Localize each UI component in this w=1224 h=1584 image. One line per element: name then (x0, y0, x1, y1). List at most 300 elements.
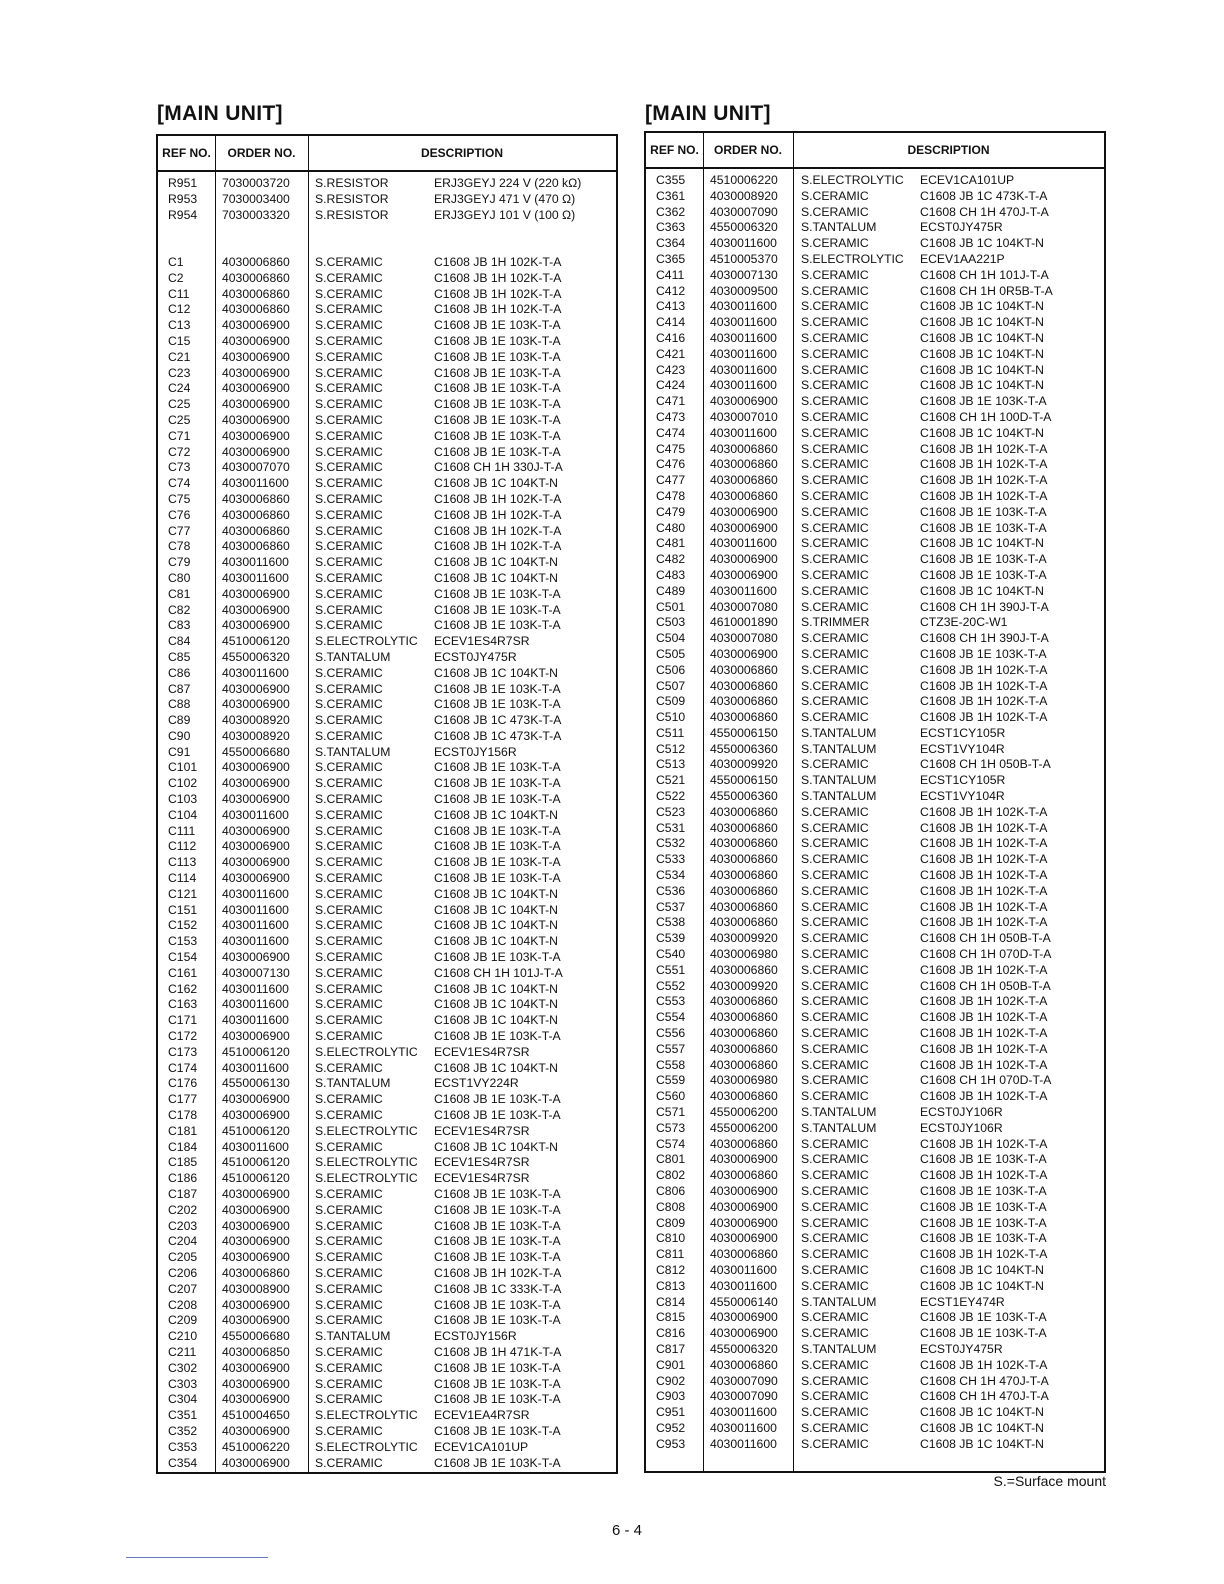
ref-no: C203 (168, 1218, 198, 1233)
order-no: 4030006860 (710, 473, 778, 488)
part-number: ECEV1ES4R7SR (434, 1155, 530, 1170)
header-ref: REF NO. (158, 136, 215, 172)
order-no: 4030006860 (222, 491, 290, 506)
part-number: C1608 JB 1H 102K-T-A (920, 962, 1048, 977)
part-type: S.CERAMIC (315, 254, 383, 269)
part-number: C1608 JB 1E 103K-T-A (434, 618, 561, 633)
part-type: S.CERAMIC (315, 1092, 383, 1107)
part-type: S.CERAMIC (801, 820, 869, 835)
part-number: C1608 JB 1C 104KT-N (920, 536, 1044, 551)
table-row (646, 631, 1104, 647)
table-row (646, 205, 1104, 221)
part-number: C1608 CH 1H 101J-T-A (434, 965, 563, 980)
ref-no: C101 (168, 760, 198, 775)
ref-no: C413 (656, 299, 686, 314)
table-row (158, 460, 616, 476)
part-type: S.CERAMIC (801, 1420, 869, 1435)
part-number: C1608 JB 1E 103K-T-A (920, 1326, 1047, 1341)
table-row (158, 413, 616, 429)
part-type: S.TANTALUM (315, 744, 391, 759)
order-no: 4030006900 (222, 1202, 290, 1217)
order-no: 4030011600 (222, 665, 289, 680)
part-number: C1608 JB 1E 103K-T-A (920, 567, 1047, 582)
part-type: S.CERAMIC (801, 1215, 869, 1230)
table-row (158, 1219, 616, 1235)
table-row (646, 1295, 1104, 1311)
part-number: C1608 JB 1H 102K-T-A (920, 804, 1048, 819)
part-number: C1608 JB 1E 103K-T-A (434, 792, 561, 807)
ref-no: C355 (656, 173, 686, 187)
part-number: C1608 JB 1H 102K-T-A (434, 254, 562, 269)
table-row (646, 931, 1104, 947)
table-row (158, 508, 616, 524)
part-number: C1608 JB 1E 103K-T-A (434, 950, 561, 965)
ref-no: C113 (168, 855, 197, 870)
ref-no: C351 (168, 1408, 198, 1423)
ref-no: C87 (168, 681, 191, 696)
part-number: C1608 CH 1H 470J-T-A (920, 204, 1049, 219)
part-type: S.CERAMIC (801, 1168, 869, 1183)
order-no: 4510006120 (222, 634, 290, 649)
table-row (158, 539, 616, 555)
ref-no: C302 (168, 1360, 198, 1375)
header-order: ORDER NO. (703, 133, 793, 169)
table-row (158, 1266, 616, 1282)
part-type: S.CERAMIC (315, 397, 383, 412)
part-type: S.CERAMIC (315, 1234, 383, 1249)
part-number: C1608 JB 1E 103K-T-A (434, 776, 561, 791)
table-row (158, 397, 616, 413)
part-type: S.CERAMIC (315, 476, 383, 491)
table-row (158, 887, 616, 903)
order-no: 4030011600 (710, 299, 777, 314)
ref-no: R953 (168, 191, 198, 206)
ref-no: C186 (168, 1171, 198, 1186)
order-no: 4030006860 (710, 1357, 778, 1372)
ref-no: C559 (656, 1073, 686, 1088)
order-no: 4030006900 (222, 602, 290, 617)
part-type: S.CERAMIC (315, 1423, 383, 1438)
order-no: 4030006860 (222, 254, 290, 269)
ref-no: C13 (168, 318, 191, 333)
part-type: S.CERAMIC (315, 1029, 383, 1044)
table-row (158, 1250, 616, 1266)
order-no: 4030007130 (222, 965, 290, 980)
ref-no: C207 (168, 1281, 198, 1296)
order-no: 4550006150 (710, 725, 778, 740)
order-no: 4030006900 (222, 365, 290, 380)
part-type: S.CERAMIC (801, 204, 869, 219)
part-number: C1608 CH 1H 100D-T-A (920, 409, 1052, 424)
order-no: 4030006900 (710, 1310, 778, 1325)
order-no: 4030011600 (710, 1436, 777, 1451)
part-number: ERJ3GEYJ 224 V (220 kΩ) (434, 176, 582, 190)
bottom-divider (126, 1557, 268, 1558)
part-number: C1608 CH 1H 330J-T-A (434, 460, 563, 475)
part-type: S.RESISTOR (315, 176, 389, 190)
order-no: 4030011600 (710, 1278, 777, 1293)
table-row (646, 378, 1104, 394)
table-row (158, 287, 616, 303)
part-number: C1608 JB 1E 103K-T-A (434, 823, 561, 838)
table-row (158, 1013, 616, 1029)
table-row (158, 697, 616, 713)
table-row (646, 1010, 1104, 1026)
table-row (158, 208, 616, 224)
ref-no: C574 (656, 1136, 686, 1151)
part-type: S.CERAMIC (801, 267, 869, 282)
part-type: S.CERAMIC (801, 1199, 869, 1214)
part-type: S.CERAMIC (315, 871, 383, 886)
order-no: 4030011600 (222, 934, 289, 949)
ref-no: C489 (656, 583, 686, 598)
part-type: S.CERAMIC (315, 1060, 383, 1075)
order-no: 4030006900 (222, 1234, 290, 1249)
part-number: ECST0JY156R (434, 1329, 517, 1344)
part-number: C1608 JB 1C 104KT-N (920, 346, 1044, 361)
table-row (158, 271, 616, 287)
ref-no: C181 (168, 1123, 198, 1138)
part-type: S.CERAMIC (315, 823, 383, 838)
part-type: S.ELECTROLYTIC (801, 251, 904, 266)
order-no: 4030007090 (710, 1373, 778, 1388)
ref-no: C505 (656, 646, 686, 661)
table-row (646, 836, 1104, 852)
ref-no: C151 (168, 902, 198, 917)
order-no: 4030006860 (222, 270, 290, 285)
table-row (646, 1184, 1104, 1200)
part-type: S.CERAMIC (801, 362, 869, 377)
right-section-title: [MAIN UNIT] (645, 102, 771, 125)
order-no: 4030011600 (710, 1262, 777, 1277)
table-row (158, 302, 616, 318)
table-row (158, 192, 616, 208)
table-row (158, 223, 616, 239)
part-number: C1608 CH 1H 390J-T-A (920, 599, 1049, 614)
order-no: 4030006900 (222, 318, 290, 333)
part-number: C1608 JB 1E 103K-T-A (434, 1202, 561, 1217)
ref-no: C476 (656, 457, 686, 472)
ref-no: C806 (656, 1184, 686, 1198)
part-type: S.TANTALUM (801, 220, 877, 235)
part-type: S.CERAMIC (315, 1392, 383, 1407)
table-row (646, 284, 1104, 300)
part-number: ECST1CY105R (920, 725, 1006, 740)
order-no: 4030007070 (222, 460, 290, 475)
part-number: C1608 JB 1H 102K-T-A (434, 539, 562, 554)
part-type: S.TANTALUM (801, 1120, 877, 1135)
order-no: 4030006900 (222, 618, 290, 633)
table-row (158, 1171, 616, 1187)
order-no: 4030006860 (710, 1010, 778, 1025)
part-number: C1608 JB 1H 102K-T-A (920, 1168, 1048, 1183)
part-number: C1608 CH 1H 050B-T-A (920, 978, 1051, 993)
part-number: C1608 JB 1H 102K-T-A (434, 1265, 562, 1280)
table-row (646, 726, 1104, 742)
order-no: 4030009500 (710, 283, 778, 298)
order-no: 4030006900 (222, 1218, 290, 1233)
table-row (158, 381, 616, 397)
part-number: C1608 JB 1H 102K-T-A (434, 270, 562, 285)
ref-no: C72 (168, 444, 191, 459)
order-no: 4030006860 (710, 1041, 778, 1056)
part-type: S.CERAMIC (801, 536, 869, 551)
ref-no: C513 (656, 757, 686, 772)
part-number: ECST1CY105R (920, 773, 1006, 788)
part-type: S.CERAMIC (801, 315, 869, 330)
ref-no: C809 (656, 1215, 686, 1230)
part-type: S.CERAMIC (801, 662, 869, 677)
part-type: S.ELECTROLYTIC (315, 1439, 418, 1454)
order-no: 4030006860 (710, 962, 778, 977)
order-no: 4030011600 (222, 1060, 289, 1075)
part-number: C1608 JB 1H 102K-T-A (434, 302, 562, 317)
part-number: CTZ3E-20C-W1 (920, 615, 1008, 630)
order-no: 4030006860 (710, 852, 778, 867)
part-number: ECST0JY106R (920, 1105, 1003, 1120)
ref-no: C814 (656, 1294, 686, 1309)
ref-no: C813 (656, 1278, 686, 1293)
part-number: C1608 JB 1H 102K-T-A (920, 994, 1048, 1009)
ref-no: C477 (656, 473, 686, 488)
table-row (646, 1358, 1104, 1374)
ref-no: C114 (168, 871, 197, 886)
part-type: S.CERAMIC (315, 855, 383, 870)
part-type: S.CERAMIC (801, 504, 869, 519)
part-number: C1608 JB 1C 104KT-N (920, 315, 1044, 330)
ref-no: C536 (656, 883, 686, 898)
part-number: C1608 JB 1E 103K-T-A (434, 681, 561, 696)
order-no: 4030011600 (222, 555, 289, 570)
ref-no: C206 (168, 1265, 198, 1280)
part-number: C1608 CH 1H 101J-T-A (920, 267, 1049, 282)
order-no: 4030006900 (710, 646, 778, 661)
part-number: C1608 JB 1C 104KT-N (920, 362, 1044, 377)
part-number: ECEV1ES4R7SR (434, 1123, 530, 1138)
ref-no: C86 (168, 665, 191, 680)
part-number: C1608 JB 1H 102K-T-A (920, 1357, 1048, 1372)
order-no: 4030011600 (222, 476, 289, 491)
ref-no: C21 (168, 349, 191, 364)
table-row (158, 1440, 616, 1456)
table-row (646, 789, 1104, 805)
ref-no: C161 (168, 965, 198, 980)
table-row (646, 1200, 1104, 1216)
part-number: C1608 JB 1E 103K-T-A (434, 444, 561, 459)
order-no: 4030006900 (222, 823, 290, 838)
table-row (646, 505, 1104, 521)
table-row (158, 1061, 616, 1077)
part-number: ECEV1ES4R7SR (434, 634, 530, 649)
ref-no: C533 (656, 852, 686, 867)
order-no: 4030011600 (710, 1420, 777, 1435)
ref-no: C523 (656, 804, 686, 819)
table-row (158, 997, 616, 1013)
part-type: S.CERAMIC (315, 1218, 383, 1233)
ref-no: C162 (168, 981, 198, 996)
ref-no: C480 (656, 520, 686, 535)
table-row (646, 1263, 1104, 1279)
table-row (158, 255, 616, 271)
order-no: 4030006860 (710, 694, 778, 709)
table-row (646, 173, 1104, 189)
part-number: C1608 JB 1H 102K-T-A (434, 286, 562, 301)
ref-no: C85 (168, 649, 191, 664)
ref-no: C103 (168, 792, 198, 807)
order-no: 4030008920 (222, 728, 290, 743)
order-no: 4030006860 (710, 804, 778, 819)
ref-no: C554 (656, 1010, 686, 1025)
table-row (158, 1045, 616, 1061)
ref-no: C12 (168, 302, 191, 317)
ref-no: C23 (168, 365, 191, 380)
table-row (646, 884, 1104, 900)
order-no: 4550006200 (710, 1120, 778, 1135)
part-type: S.CERAMIC (315, 1202, 383, 1217)
order-no: 4030006860 (710, 994, 778, 1009)
part-type: S.CERAMIC (315, 412, 383, 427)
order-no: 4030006860 (710, 457, 778, 472)
part-type: S.CERAMIC (315, 1313, 383, 1328)
order-no: 4610001890 (710, 615, 778, 630)
order-no: 4030006900 (710, 1152, 778, 1167)
order-no: 4030006860 (222, 302, 290, 317)
ref-no: C172 (168, 1029, 198, 1044)
part-number: C1608 JB 1E 103K-T-A (434, 1029, 561, 1044)
part-type: S.CERAMIC (801, 473, 869, 488)
ref-no: C104 (168, 807, 198, 822)
order-no: 4030011600 (710, 362, 777, 377)
order-no: 4510006120 (222, 1044, 290, 1059)
part-number: C1608 JB 1E 103K-T-A (920, 1215, 1047, 1230)
part-number: C1608 JB 1H 102K-T-A (920, 694, 1048, 709)
part-type: S.CERAMIC (801, 678, 869, 693)
part-number: C1608 JB 1H 102K-T-A (434, 507, 562, 522)
order-no: 4030006900 (222, 1376, 290, 1391)
ref-no: C483 (656, 567, 686, 582)
ref-no: C80 (168, 570, 191, 585)
part-number: C1608 JB 1C 104KT-N (434, 918, 558, 933)
part-number: C1608 JB 1H 102K-T-A (920, 662, 1048, 677)
part-type: S.CERAMIC (801, 409, 869, 424)
part-number: C1608 JB 1H 102K-T-A (920, 1057, 1048, 1072)
part-number: C1608 JB 1C 473K-T-A (920, 188, 1048, 203)
part-number: C1608 JB 1E 103K-T-A (434, 1360, 561, 1375)
table-row (646, 252, 1104, 268)
part-number: C1608 JB 1H 102K-T-A (920, 1010, 1048, 1025)
order-no: 4030006900 (710, 567, 778, 582)
table-row (158, 492, 616, 508)
ref-no: C510 (656, 710, 686, 725)
order-no: 4030006900 (222, 1360, 290, 1375)
part-number: C1608 JB 1C 104KT-N (434, 555, 558, 570)
table-row (646, 1168, 1104, 1184)
ref-no: C424 (656, 378, 686, 393)
part-number: C1608 JB 1E 103K-T-A (434, 1092, 561, 1107)
table-row (646, 347, 1104, 363)
ref-no: C509 (656, 694, 686, 709)
part-type: S.CERAMIC (315, 728, 383, 743)
table-row (158, 1361, 616, 1377)
table-row (646, 679, 1104, 695)
ref-no: C501 (656, 599, 686, 614)
order-no: 4030006860 (222, 539, 290, 554)
table-row (646, 852, 1104, 868)
table-row (158, 966, 616, 982)
table-row (646, 552, 1104, 568)
left-section-title: [MAIN UNIT] (157, 102, 283, 125)
table-row (646, 663, 1104, 679)
part-type: S.CERAMIC (315, 1265, 383, 1280)
order-no: 4030009920 (710, 978, 778, 993)
ref-no: C84 (168, 634, 191, 649)
ref-no: C421 (656, 346, 686, 361)
part-number: C1608 JB 1H 102K-T-A (434, 523, 562, 538)
ref-no: C11 (168, 286, 190, 301)
order-no: 4030006860 (222, 286, 290, 301)
table-row (158, 824, 616, 840)
table-row (158, 776, 616, 792)
ref-no: C153 (168, 934, 198, 949)
part-type: S.CERAMIC (801, 441, 869, 456)
table-row (158, 1282, 616, 1298)
part-number: C1608 JB 1E 103K-T-A (434, 839, 561, 854)
table-row (646, 1231, 1104, 1247)
table-row (646, 1042, 1104, 1058)
ref-no: C953 (656, 1436, 686, 1451)
order-no: 4030011600 (710, 1405, 777, 1420)
part-type: S.CERAMIC (801, 804, 869, 819)
ref-no: C2 (168, 270, 184, 285)
part-number: C1608 JB 1H 102K-T-A (920, 852, 1048, 867)
order-no: 4030009920 (710, 931, 778, 946)
order-no: 4030006850 (222, 1344, 290, 1359)
right-parts-table (644, 131, 1106, 1473)
part-type: S.CERAMIC (801, 931, 869, 946)
part-type: S.CERAMIC (315, 1297, 383, 1312)
part-number: C1608 JB 1H 102K-T-A (920, 883, 1048, 898)
order-no: 4030006860 (710, 1089, 778, 1104)
table-row (646, 805, 1104, 821)
part-type: S.CERAMIC (801, 1357, 869, 1372)
part-number: C1608 JB 1C 104KT-N (434, 997, 558, 1012)
ref-no: C178 (168, 1108, 198, 1123)
order-no: 4030007080 (710, 631, 778, 646)
table-row (646, 963, 1104, 979)
part-type: S.CERAMIC (801, 283, 869, 298)
part-type: S.CERAMIC (801, 188, 869, 203)
table-row (646, 994, 1104, 1010)
part-number: C1608 JB 1E 103K-T-A (434, 365, 561, 380)
ref-no: C174 (168, 1060, 198, 1075)
part-type: S.CERAMIC (801, 852, 869, 867)
part-number: C1608 JB 1H 102K-T-A (920, 1136, 1048, 1151)
ref-no: C504 (656, 631, 686, 646)
ref-no: C471 (656, 394, 686, 409)
ref-no: C503 (656, 615, 686, 630)
order-no: 4030006900 (710, 504, 778, 519)
part-number: C1608 JB 1H 102K-T-A (434, 491, 562, 506)
table-row (646, 410, 1104, 426)
ref-no: C177 (168, 1092, 198, 1107)
order-no: 4030006900 (222, 333, 290, 348)
part-number: C1608 JB 1H 102K-T-A (920, 899, 1048, 914)
part-type: S.RESISTOR (315, 207, 389, 222)
part-type: S.CERAMIC (801, 1247, 869, 1262)
part-type: S.CERAMIC (315, 1455, 383, 1470)
part-type: S.CERAMIC (801, 868, 869, 883)
order-no: 4030007090 (710, 1389, 778, 1404)
